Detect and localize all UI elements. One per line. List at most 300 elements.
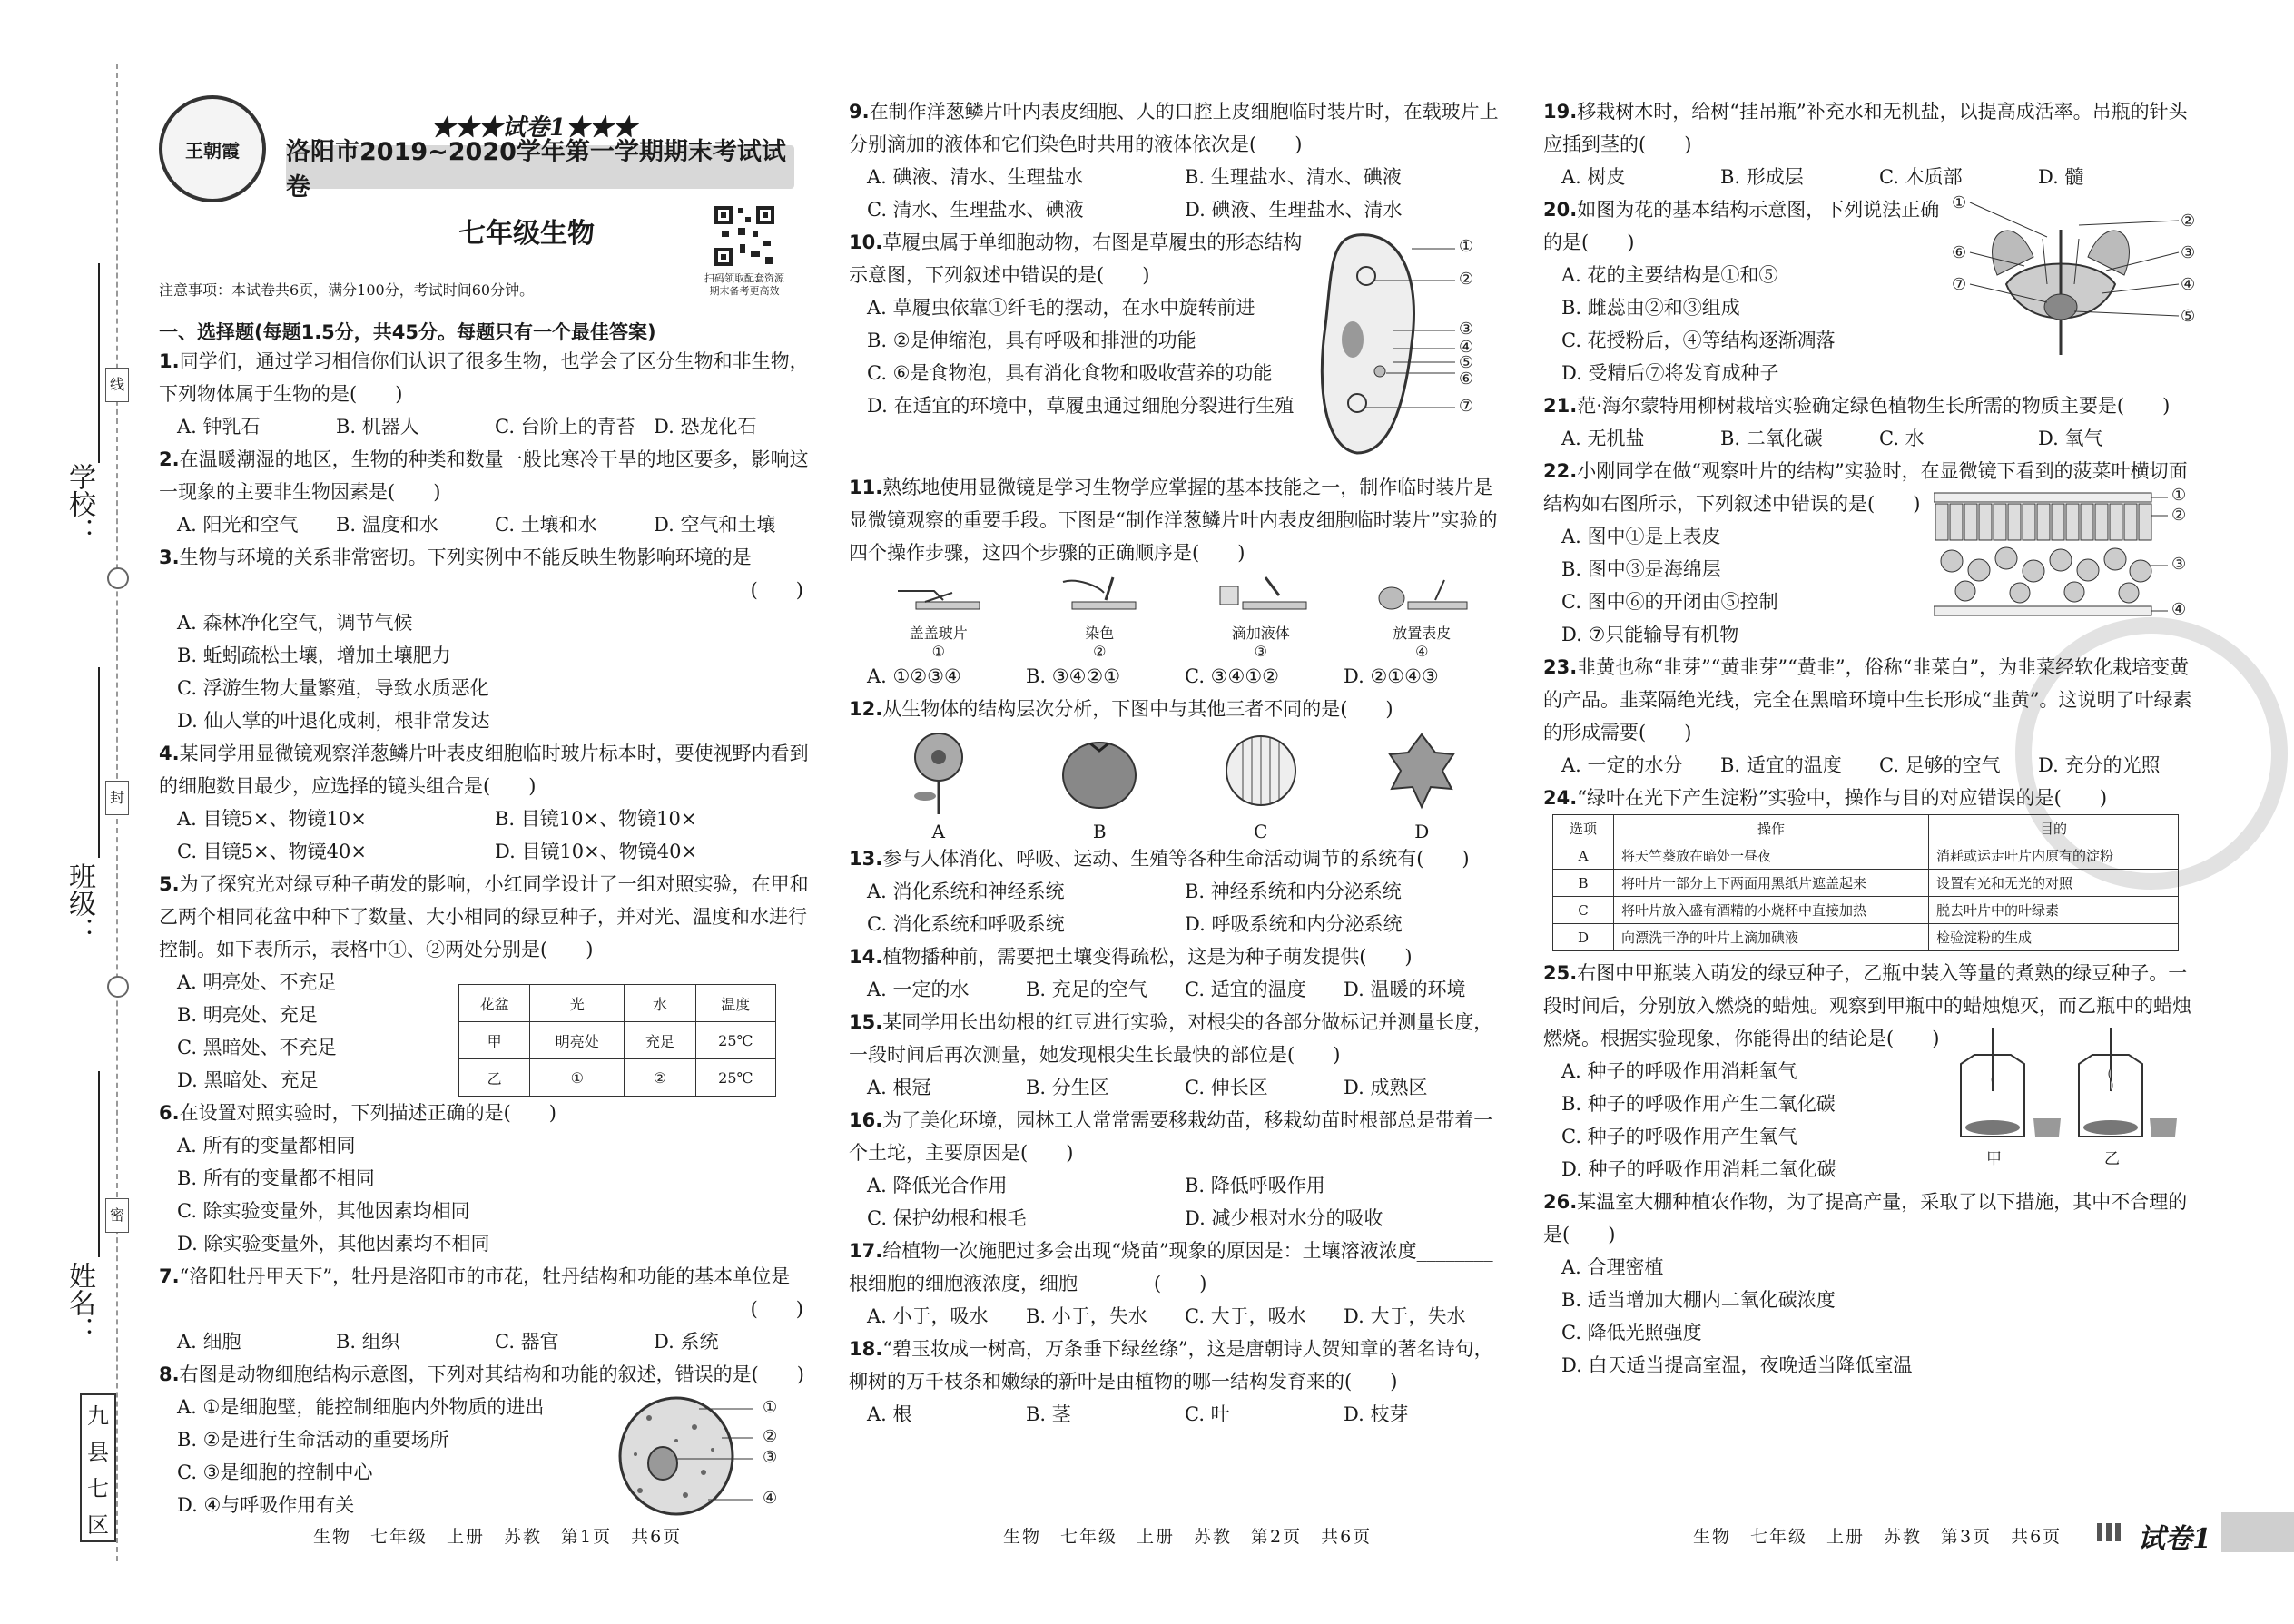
option-d[interactable]: D. ④与呼吸作用有关 [177, 1494, 355, 1516]
question-text: 范·海尔蒙特用柳树栽培实验确定绿色植物生长所需的物质主要是( ) [1577, 395, 2171, 417]
picture-a[interactable] [858, 725, 1019, 842]
flower-structure-diagram [1943, 193, 2197, 357]
qr-code-icon[interactable] [713, 204, 776, 268]
question-text: 参与人体消化、呼吸、运动、生殖等各种生命活动调节的系统有( ) [882, 848, 1470, 870]
option-a[interactable]: A. 钟乳石 [177, 416, 261, 438]
questions-col-3 [1543, 95, 2197, 1382]
diagram-label: ② [2181, 212, 2196, 231]
region-char: 县 [87, 1439, 109, 1465]
option-c[interactable]: C. 清水、生理盐水、碘液 [867, 199, 1084, 221]
jar-label: 甲 [1986, 1150, 2002, 1168]
diagram-label: ③ [763, 1448, 778, 1467]
option-d[interactable]: D. 系统 [654, 1331, 719, 1353]
option-b[interactable]: B. 蚯蚓疏松土壤，增加土壤肥力 [177, 645, 451, 666]
table-cell: ② [625, 1059, 695, 1097]
question-number: 6. [159, 1102, 180, 1124]
table-cell: 将叶片一部分上下两面用黑纸片遮盖起来 [1614, 870, 1929, 897]
option-c[interactable]: C. 水 [1879, 428, 1925, 449]
cut-mark-feng: 封 [105, 781, 129, 815]
question-number: 20. [1543, 199, 1578, 221]
option-c[interactable]: C. 种子的呼吸作用产生氧气 [1561, 1126, 1797, 1147]
step-id: ③ [1254, 643, 1267, 660]
table-header: 选项 [1553, 815, 1614, 842]
option-d[interactable]: D. 氧气 [2038, 428, 2103, 449]
question-text: 在设置对照实验时，下列描述正确的是( ) [179, 1102, 556, 1124]
options [159, 508, 812, 541]
option-b[interactable]: B. 温度和水 [336, 514, 438, 536]
options [1543, 749, 2197, 782]
option-b[interactable]: B. 生理盐水、清水、碘液 [1185, 166, 1402, 188]
question-4 [159, 737, 812, 802]
table-cell: ① [530, 1059, 625, 1097]
step-drop-liquid [1180, 573, 1342, 660]
option-a[interactable]: A. ①是细胞壁，能控制细胞内外物质的进出 [177, 1396, 545, 1418]
question-number: 5. [159, 873, 180, 895]
cover-slip-icon [889, 573, 989, 618]
option-b[interactable]: B. 形成层 [1720, 166, 1804, 188]
option-b[interactable]: B. ②是伸缩泡，具有呼吸和排泄的功能 [867, 330, 1196, 351]
question-number: 24. [1543, 787, 1578, 809]
diagram-label: ② [1459, 270, 1474, 289]
option-c[interactable]: C. 花授粉后，④等结构逐渐凋落 [1561, 330, 1836, 351]
question-number: 19. [1543, 101, 1578, 123]
table-cell: 消耗或运走叶片内原有的淀粉 [1929, 842, 2179, 870]
question-number: 18. [849, 1338, 883, 1360]
question-6 [159, 1097, 812, 1129]
structure-pictures [849, 725, 1502, 842]
question-17 [849, 1235, 1502, 1300]
option-d[interactable]: D. 目镜10×、物镜40× [495, 841, 698, 862]
step-label: 盖盖玻片 [909, 625, 968, 642]
table-header: 水 [625, 985, 695, 1022]
option-d[interactable]: D. ②①④③ [1344, 665, 1439, 687]
option-d[interactable]: D. ⑦只能输导有机物 [1561, 624, 1739, 645]
option-d[interactable]: D. 成熟区 [1344, 1077, 1428, 1098]
question-19 [1543, 95, 2197, 161]
options [849, 1398, 1502, 1431]
table-header: 操作 [1614, 815, 1929, 842]
options [849, 660, 1502, 693]
animal-cell-icon [613, 1391, 758, 1518]
table-cell: 明亮处 [530, 1022, 625, 1059]
table-cell: 甲 [459, 1022, 530, 1059]
question-3 [159, 541, 812, 574]
option-c[interactable]: C. 黑暗处、不充足 [177, 1037, 337, 1058]
qr-caption-line: 扫码领取配套资源 [704, 272, 784, 284]
diagram-label: ⑥ [1952, 243, 1967, 262]
notice-text: 注意事项：本试卷共6页，满分100分，考试时间60分钟。 [159, 281, 535, 299]
option-b[interactable]: B. 分生区 [1026, 1077, 1109, 1098]
option-b[interactable]: B. 茎 [1026, 1403, 1071, 1425]
option-a[interactable]: A. 一定的水分 [1561, 754, 1683, 776]
option-c[interactable]: C. 除实验变量外，其他因素均相同 [177, 1200, 470, 1222]
step-label: 放置表皮 [1393, 625, 1452, 642]
question-number: 11. [849, 477, 883, 498]
experiment-table [458, 984, 776, 1097]
option-a[interactable]: A. 根 [867, 1403, 912, 1425]
question-2 [159, 443, 812, 508]
section-title: 一、选择题(每题1.5分，共45分。每题只有一个最佳答案) [159, 321, 656, 343]
flower-icon [898, 725, 980, 816]
option-c[interactable]: C. 目镜5×、物镜40× [177, 841, 367, 862]
question-5 [159, 868, 812, 966]
question-text: 在制作洋葱鳞片叶内表皮细胞、人的口腔上皮细胞临时装片时，在载玻片上分别滴加的液体和它们染色时共用的液体依次是( ) [849, 101, 1499, 155]
option-a[interactable]: A. 目镜5×、物镜10× [177, 808, 367, 830]
option-b[interactable]: B. 神经系统和内分泌系统 [1185, 881, 1402, 902]
step-id: ④ [1415, 643, 1429, 660]
options [1543, 1251, 2197, 1382]
options [849, 1169, 1502, 1235]
option-c[interactable]: C. 叶 [1185, 1403, 1230, 1425]
question-number: 21. [1543, 395, 1578, 417]
binding-hole [107, 567, 129, 589]
options [159, 606, 812, 737]
option-b[interactable]: B. 图中③是海绵层 [1561, 558, 1721, 580]
options [159, 802, 812, 868]
paper-badge: ★★★试卷1★★★ [431, 114, 637, 142]
option-a[interactable]: A. 草履虫依靠①纤毛的摆动，在水中旋转前进 [867, 297, 1255, 319]
page-3 [1543, 0, 2197, 1624]
option-a[interactable]: A. ①②③④ [867, 665, 961, 687]
question-text: 如图为花的基本结构示意图，下列说法正确的是( ) [1543, 199, 1940, 253]
option-d[interactable]: D. 碘液、生理盐水、清水 [1185, 199, 1403, 221]
question-number: 16. [849, 1109, 883, 1131]
option-d[interactable]: D. 髓 [2038, 166, 2084, 188]
question-number: 10. [849, 231, 883, 253]
diagram-label: ⑦ [1952, 275, 1967, 294]
diagram-label: ④ [2181, 275, 2196, 294]
option-c[interactable]: C. 适宜的温度 [1185, 979, 1306, 1000]
paramecium-icon [1303, 226, 1457, 462]
step-label: 染色 [1085, 625, 1115, 642]
question-number: 7. [159, 1265, 180, 1287]
table-cell: 将叶片放入盛有酒精的小烧杯中直接加热 [1614, 897, 1929, 924]
q10-block [849, 226, 1502, 471]
question-7 [159, 1260, 812, 1293]
option-c[interactable]: C. 浮游生物大量繁殖，导致水质恶化 [177, 677, 489, 699]
option-c[interactable]: C. 大于，吸水 [1185, 1305, 1306, 1327]
question-23 [1543, 651, 2197, 749]
option-c[interactable]: C. 伸长区 [1185, 1077, 1268, 1098]
option-b[interactable]: B. 充足的空气 [1026, 979, 1147, 1000]
table-cell: D [1553, 924, 1614, 951]
region-char: 七 [87, 1475, 109, 1501]
option-d[interactable]: D. 枝芽 [1344, 1403, 1409, 1425]
diagram-label: ③ [2181, 243, 2196, 262]
question-number: 3. [159, 546, 180, 568]
option-d[interactable]: D. 温暖的环境 [1344, 979, 1466, 1000]
diagram-label: ① [1952, 193, 1967, 212]
q20-text-block [1543, 193, 1943, 389]
option-b[interactable]: B. 明亮处、充足 [177, 1004, 318, 1026]
question-15 [849, 1006, 1502, 1071]
picture-c[interactable] [1180, 725, 1342, 842]
question-14 [849, 940, 1502, 973]
table-cell: B [1553, 870, 1614, 897]
school-field[interactable] [98, 263, 100, 463]
table-cell: 充足 [625, 1022, 695, 1059]
option-c[interactable]: C. ⑥是食物泡，具有消化食物和吸收营养的功能 [867, 362, 1273, 384]
option-a[interactable]: A. 小于，吸水 [867, 1305, 989, 1327]
option-d[interactable]: D. 空气和土壤 [654, 514, 776, 536]
option-c[interactable]: C. 保护幼根和根毛 [867, 1207, 1027, 1229]
answer-bracket[interactable]: ( ) [750, 579, 803, 601]
question-10 [849, 226, 1303, 291]
option-c[interactable]: C. 土壤和水 [495, 514, 597, 536]
diagram-label: ① [763, 1398, 778, 1417]
question-text: 熟练地使用显微镜是学习生物学应掌握的基本技能之一，制作临时装片是显微镜观察的重要手段。下图是“制作洋葱鳞片叶内表皮细胞临时装片”实验的四个操作步骤，这四个步骤的正确顺序是( ) [849, 477, 1498, 564]
table-cell: 将天竺葵放在暗处一昼夜 [1614, 842, 1929, 870]
question-18 [849, 1333, 1502, 1398]
option-d[interactable]: D. 种子的呼吸作用消耗二氧化碳 [1561, 1158, 1836, 1180]
tomato-icon [1058, 725, 1140, 816]
option-c[interactable]: C. 图中⑥的开闭由⑤控制 [1561, 591, 1778, 613]
page-footer: 生物 七年级 上册 苏教 第2页 共6页 [1003, 1527, 1373, 1547]
option-a[interactable]: A. 明亮处、不充足 [177, 971, 337, 993]
question-9 [849, 95, 1502, 161]
question-20 [1543, 193, 1943, 259]
question-number: 15. [849, 1011, 883, 1033]
flower-structure-icon [1943, 193, 2197, 357]
question-text: 某同学用显微镜观察洋葱鳞片叶表皮细胞临时玻片标本时，要使视野内看到的细胞数目最少，应选择的镜头组合是( ) [159, 743, 809, 797]
option-b[interactable]: B. 目镜10×、物镜10× [495, 808, 697, 830]
table-cell: 脱去叶片中的叶绿素 [1929, 897, 2179, 924]
page-1 [159, 0, 812, 1624]
qr-caption-line: 期末备考更高效 [709, 285, 780, 297]
question-text: “碧玉妆成一树高，万条垂下绿丝绦”，这是唐朝诗人贺知章的著名诗句，柳树的万千枝条和嫩绿的新叶是由植物的哪一结构发育来的( ) [849, 1338, 1493, 1393]
option-d[interactable]: D. 除实验变量外，其他因素均不相同 [177, 1233, 490, 1255]
question-text: 在温暖潮湿的地区，生物的种类和数量一般比寒冷干旱的地区要多，影响这一现象的主要非生物因素是( ) [159, 448, 809, 503]
q20-block [1543, 193, 2197, 389]
table-cell: 向漂洗干净的叶片上滴加碘液 [1614, 924, 1929, 951]
option-b[interactable]: B. 小于，失水 [1026, 1305, 1147, 1327]
experiment-operations-table [1552, 814, 2179, 951]
option-b[interactable]: B. 适当增加大棚内二氧化碳浓度 [1561, 1289, 1836, 1311]
page-footer: 生物 七年级 上册 苏教 第3页 共6页 [1693, 1527, 2063, 1547]
diagram-label: ⑤ [2181, 307, 2196, 326]
option-d[interactable]: D. 减少根对水分的吸收 [1185, 1207, 1383, 1229]
option-c[interactable]: C. 足够的空气 [1879, 754, 2001, 776]
option-b[interactable]: B. 种子的呼吸作用产生二氧化碳 [1561, 1093, 1836, 1115]
exam-title: 洛阳市2019~2020学年第一学期期末考试试卷 [286, 145, 794, 189]
options [1543, 520, 1934, 651]
options [1543, 161, 2197, 193]
question-text: 给植物一次施肥过多会出现“烧苗”现象的原因是：土壤溶液浓度________根细胞的细胞液浓度，细胞________( ) [849, 1240, 1493, 1294]
option-a[interactable]: A. 一定的水 [867, 979, 970, 1000]
diagram-label: ⑥ [1459, 369, 1474, 389]
option-d[interactable]: D. 充分的光照 [2038, 754, 2161, 776]
question-text: 韭黄也称“韭芽”“黄韭芽”“黄韭”，俗称“韭菜白”，为韭菜经软化栽培变黄的产品。韭菜隔绝光线，完全在黑暗环境中生长形成“韭黄”。这说明了叶绿素的形成需要( ) [1543, 656, 2192, 743]
option-d[interactable]: D. 受精后⑦将发育成种子 [1561, 362, 1779, 384]
table-header: 目的 [1929, 815, 2179, 842]
class-label: 班级： [64, 862, 95, 944]
q25-body [1543, 1055, 2197, 1186]
option-a[interactable]: A. 所有的变量都相同 [177, 1135, 356, 1156]
picture-label: A [931, 821, 945, 842]
option-c[interactable]: C. ③是细胞的控制中心 [177, 1462, 373, 1483]
table-cell: 乙 [459, 1059, 530, 1097]
onion-icon [1372, 573, 1472, 618]
question-12 [849, 693, 1502, 725]
option-c[interactable]: C. 消化系统和呼吸系统 [867, 913, 1065, 935]
paramecium-diagram [1303, 226, 1502, 471]
question-text: 为了美化环境，园林工人常常需要移栽幼苗，移栽幼苗时根部总是带着一个土坨，主要原因是( ) [849, 1109, 1493, 1164]
option-b[interactable]: B. 二氧化碳 [1720, 428, 1823, 449]
option-a[interactable]: A. 根冠 [867, 1077, 931, 1098]
option-a[interactable]: A. 森林净化空气，调节气候 [177, 612, 413, 634]
questions-col-1 [159, 318, 812, 1527]
option-c[interactable]: C. 器官 [495, 1331, 559, 1353]
option-a[interactable]: A. 阳光和空气 [177, 514, 299, 536]
step-id: ① [931, 643, 945, 660]
name-field[interactable] [98, 1071, 100, 1257]
question-text: 右图是动物细胞结构示意图，下列对其结构和功能的叙述，错误的是( ) [179, 1363, 804, 1385]
question-text: 移栽树木时，给树“挂吊瓶”补充水和无机盐，以提高成活率。吊瓶的针头应插到茎的( ) [1543, 101, 2188, 155]
options [1543, 1055, 1943, 1186]
step-place-epidermis [1342, 573, 1503, 660]
step-label: 滴加液体 [1231, 625, 1290, 642]
page-2 [849, 0, 1502, 1624]
jar-label: 乙 [2104, 1150, 2120, 1168]
question-number: 26. [1543, 1191, 1578, 1213]
option-a[interactable]: A. 无机盐 [1561, 428, 1645, 449]
question-number: 14. [849, 946, 883, 968]
option-a[interactable]: A. 图中①是上表皮 [1561, 526, 1721, 547]
leaf-section-icon [1934, 484, 2170, 647]
option-d[interactable]: D. 白天适当提高室温，夜晚适当降低室温 [1561, 1354, 1913, 1376]
table-header: 光 [530, 985, 625, 1022]
logo-text: 王朝霞 [185, 139, 240, 162]
diagram-label: ④ [763, 1489, 778, 1508]
dropper-icon [1211, 573, 1311, 618]
question-24 [1543, 782, 2197, 814]
option-a[interactable]: A. 降低光合作用 [867, 1175, 1008, 1196]
options [159, 966, 458, 1097]
question-number: 25. [1543, 962, 1578, 984]
option-c[interactable]: C. 降低光照强度 [1561, 1322, 1702, 1343]
option-a[interactable]: A. 合理密植 [1561, 1256, 1664, 1278]
option-b[interactable]: B. 组织 [336, 1331, 400, 1353]
option-b[interactable]: B. ②是进行生命活动的重要场所 [177, 1429, 449, 1451]
option-d[interactable]: D. 黑暗处、充足 [177, 1069, 319, 1091]
question-number: 13. [849, 848, 883, 870]
question-26 [1543, 1186, 2197, 1251]
question-13 [849, 842, 1502, 875]
question-11 [849, 471, 1502, 569]
school-label: 学校： [64, 463, 95, 545]
region-box [80, 1393, 116, 1542]
option-a[interactable]: A. 消化系统和神经系统 [867, 881, 1065, 902]
page-footer: 生物 七年级 上册 苏教 第1页 共6页 [313, 1527, 683, 1547]
diagram-label: ④ [2171, 600, 2187, 619]
option-a[interactable]: A. 碘液、清水、生理盐水 [867, 166, 1084, 188]
question-16 [849, 1104, 1502, 1169]
table-cell: C [1553, 897, 1614, 924]
table-header: 花盆 [459, 985, 530, 1022]
question-number: 8. [159, 1363, 180, 1385]
question-text: “洛阳牡丹甲天下”，牡丹是洛阳市的市花，牡丹结构和功能的基本单位是 [179, 1265, 791, 1287]
table-cell: 检验淀粉的生成 [1929, 924, 2179, 951]
paper-tag: 试卷1 [2138, 1523, 2211, 1555]
picture-b[interactable] [1019, 725, 1181, 842]
question-text: 右图中甲瓶装入萌发的绿豆种子，乙瓶中装入等量的煮熟的绿豆种子。一段时间后，分别放入燃烧的蜡烛。观察到甲瓶中的蜡烛熄灭，而乙瓶中的蜡烛燃烧。根据实验现象，你能得出的结论是( ) [1543, 962, 2191, 1049]
question-number: 9. [849, 101, 870, 123]
option-b[interactable]: B. 所有的变量都不相同 [177, 1167, 375, 1189]
jars-icon [1943, 1019, 2179, 1155]
question-text: 从生物体的结构层次分析，下图中与其他三者不同的是( ) [882, 698, 1393, 720]
qr-caption [681, 272, 808, 298]
question-number: 17. [849, 1240, 883, 1262]
diagram-label: ③ [1459, 320, 1474, 339]
options [159, 1391, 613, 1527]
option-d[interactable]: D. 在适宜的环境中，草履虫通过细胞分裂进行生殖 [867, 395, 1295, 417]
options [1543, 259, 1943, 389]
cut-mark-mi: 密 [105, 1198, 129, 1233]
name-label: 姓名： [64, 1262, 95, 1343]
options [159, 410, 812, 443]
option-d[interactable]: D. 仙人掌的叶退化成刺，根非常发达 [177, 710, 490, 732]
option-d[interactable]: D. 大于，失水 [1344, 1305, 1466, 1327]
cut-mark-xian: 线 [105, 368, 129, 402]
diagram-label: ① [1459, 237, 1474, 256]
options [849, 161, 1502, 226]
question-text: 某同学用长出幼根的红豆进行实验，对根尖的各部分做标记并测量长度，一段时间后再次测量，她发现根尖生长最快的部位是( ) [849, 1011, 1493, 1066]
option-b[interactable]: B. 机器人 [336, 416, 419, 438]
option-c[interactable]: C. ③④①② [1185, 665, 1279, 687]
picture-label: C [1254, 821, 1268, 842]
question-number: 2. [159, 448, 180, 470]
table-cell: 25℃ [695, 1022, 775, 1059]
question-number: 4. [159, 743, 180, 764]
question-text: 小刚同学在做“观察叶片的结构”实验时，在显微镜下看到的菠菜叶横切面结构如右图所示，下列叙述中错误的是( ) [1543, 460, 2188, 515]
option-a[interactable]: A. 树皮 [1561, 166, 1626, 188]
option-b[interactable]: B. ③④②① [1026, 665, 1121, 687]
option-d[interactable]: D. 呼吸系统和内分泌系统 [1185, 913, 1403, 935]
option-a[interactable]: A. 花的主要结构是①和⑤ [1561, 264, 1778, 286]
option-a[interactable]: A. 种子的呼吸作用消耗氧气 [1561, 1060, 1797, 1082]
subject-title: 七年级生物 [458, 218, 595, 250]
question-number: 12. [849, 698, 883, 720]
table-cell: 设置有光和无光的对照 [1929, 870, 2179, 897]
diagram-label: ② [2171, 506, 2187, 525]
question-8 [159, 1358, 812, 1391]
class-field[interactable] [98, 667, 100, 858]
option-b[interactable]: B. 雌蕊由②和③组成 [1561, 297, 1740, 319]
option-b[interactable]: B. 降低呼吸作用 [1185, 1175, 1325, 1196]
options [849, 1071, 1502, 1104]
binding-strip [0, 0, 145, 1624]
diagram-label: ② [763, 1427, 778, 1446]
diagram-label: ③ [2171, 555, 2187, 574]
option-c[interactable]: C. 台阶上的青苔 [495, 416, 635, 438]
table-cell: A [1553, 842, 1614, 870]
options [159, 1325, 812, 1358]
options [849, 875, 1502, 940]
option-c[interactable]: C. 木质部 [1879, 166, 1963, 188]
candle-jars-diagram [1943, 1019, 2179, 1168]
option-d[interactable]: D. 恐龙化石 [654, 416, 757, 438]
question-number: 23. [1543, 656, 1578, 678]
option-b[interactable]: B. 适宜的温度 [1720, 754, 1842, 776]
question-number: 1. [159, 350, 180, 372]
table-header: 温度 [695, 985, 775, 1022]
options [159, 1129, 812, 1260]
question-text: 为了探究光对绿豆种子萌发的影响，小红同学设计了一组对照实验，在甲和乙两个相同花盆中种下了数量、大小相同的绿豆种子，并对光、温度和水进行控制。如下表所示，表格中①、②两处分别是( ) [159, 873, 809, 960]
question-text: 植物播种前，需要把土壤变得疏松，这是为种子萌发提供( ) [882, 946, 1413, 968]
answer-bracket[interactable]: ( ) [750, 1298, 803, 1320]
picture-d[interactable] [1342, 725, 1503, 842]
option-a[interactable]: A. 细胞 [177, 1331, 241, 1353]
